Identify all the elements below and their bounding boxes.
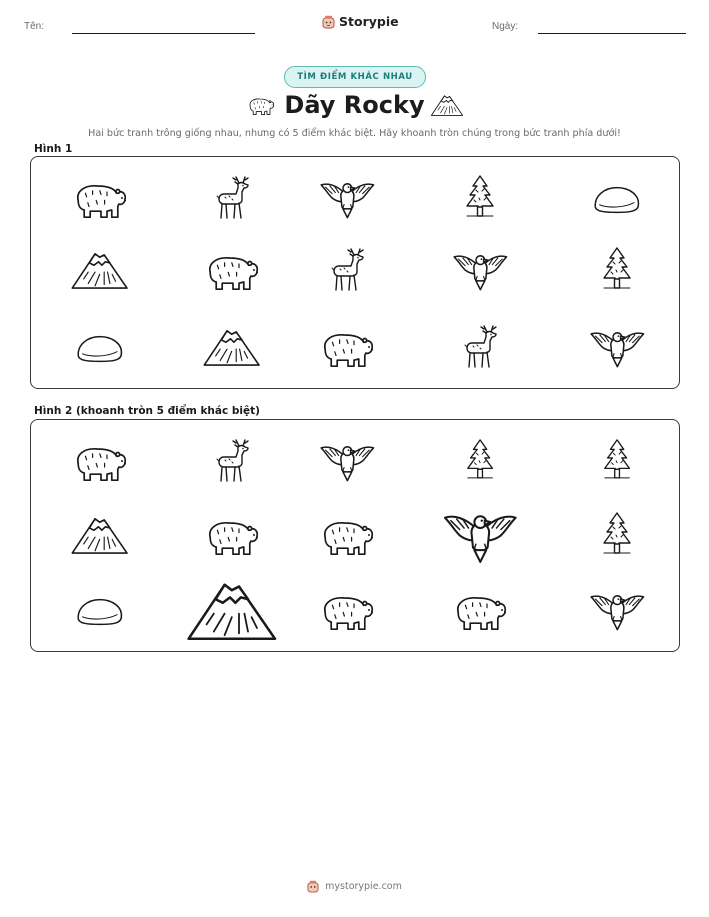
deer-icon [327, 246, 367, 298]
pine-tree-icon[interactable] [600, 438, 634, 488]
bear-icon[interactable] [451, 586, 509, 638]
date-label: Ngày: [492, 21, 519, 32]
page-title: Dãy Rocky [284, 91, 425, 119]
deer-icon [212, 174, 252, 226]
eagle-icon[interactable] [319, 437, 376, 489]
footer-url[interactable]: mystorypie.com [325, 881, 402, 892]
eagle-icon [452, 246, 509, 298]
name-label: Tên: [24, 21, 45, 32]
pine-tree-icon [599, 246, 635, 298]
bear-icon[interactable] [318, 586, 376, 638]
bear-icon [203, 246, 261, 298]
eagle-icon[interactable] [589, 586, 646, 638]
rock-icon[interactable] [74, 590, 126, 635]
instructions: Hai bức tranh trông giống nhau, nhưng có 5 điểm khác biệt. Hãy khoanh tròn chúng trong bức tranh phía dưới! [88, 128, 621, 139]
rock-icon [591, 178, 643, 223]
mountain-icon [70, 247, 129, 297]
footer [0, 880, 709, 893]
bear-icon[interactable] [318, 511, 376, 563]
eagle-icon [319, 174, 376, 226]
title-mountain-icon [430, 92, 464, 122]
storypie-mascot-icon [307, 880, 319, 893]
name-line[interactable] [72, 33, 255, 34]
brand-name: Storypie [339, 14, 399, 29]
bear-icon [71, 174, 129, 226]
eagle-icon [589, 323, 646, 375]
bear-icon[interactable] [203, 511, 261, 563]
picture1-label: Hình 1 [34, 143, 73, 155]
bear-icon [318, 323, 376, 375]
mountain-icon[interactable] [185, 574, 279, 650]
mountain-icon[interactable] [70, 512, 129, 562]
eagle-icon[interactable] [442, 503, 519, 572]
deer-icon [460, 323, 500, 375]
deer-icon[interactable] [212, 437, 252, 489]
picture2-label: Hình 2 (khoanh tròn 5 điểm khác biệt) [34, 405, 260, 417]
storypie-mascot-icon [322, 15, 335, 29]
pine-tree-icon [462, 174, 498, 226]
activity-badge: TÌM ĐIỂM KHÁC NHAU [284, 66, 426, 88]
bear-icon[interactable] [71, 437, 129, 489]
pine-tree-icon[interactable] [599, 511, 635, 563]
mountain-icon [202, 324, 261, 374]
rock-icon [74, 327, 126, 372]
date-line[interactable] [538, 33, 686, 34]
pine-tree-icon[interactable] [463, 438, 497, 488]
brand-logo [322, 14, 399, 29]
